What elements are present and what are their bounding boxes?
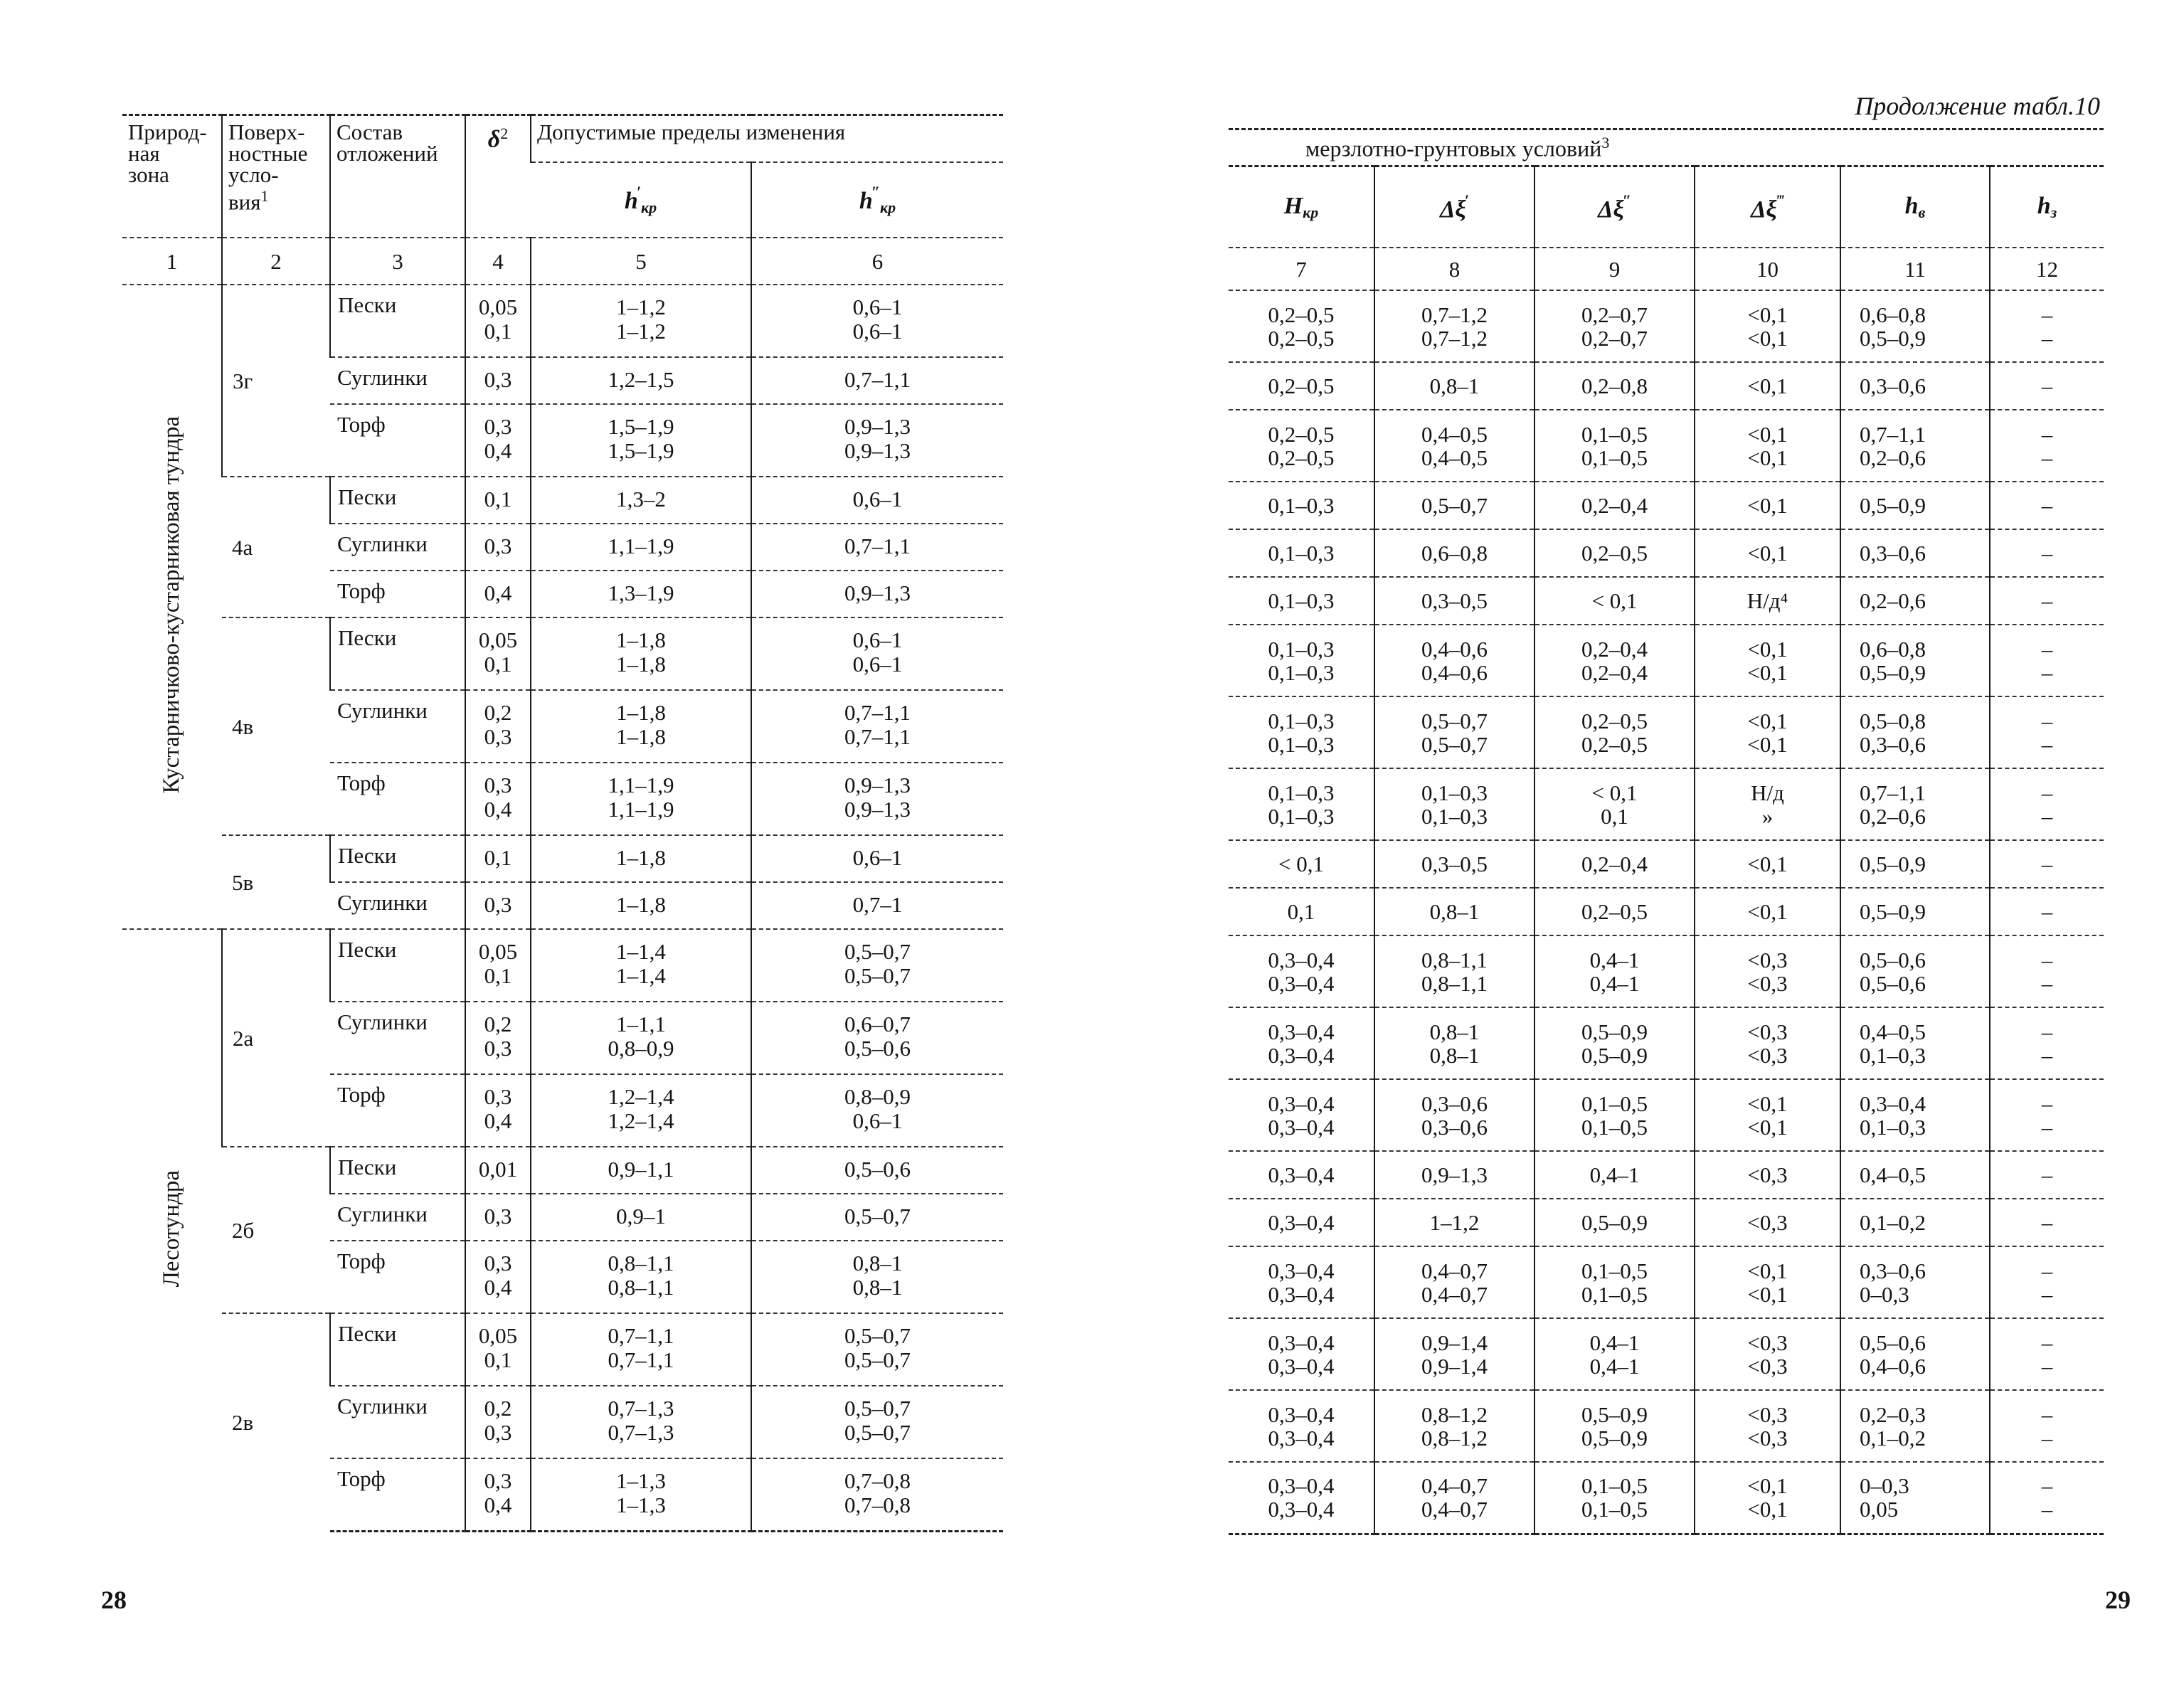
delta-xi-triple-prime-cell: Н/д⁴ [1695, 577, 1840, 625]
delta-cell: 0,2 0,3 [465, 690, 531, 763]
deposit-cell: Суглинки [330, 1002, 465, 1074]
h-z-cell: – [1990, 529, 2104, 577]
h-kr-cell: 0,1 [1229, 888, 1374, 935]
parameter-table-left [122, 114, 1003, 1532]
h-z-cell: – – [1990, 1246, 2104, 1318]
h-z-cell: – – [1990, 290, 2104, 362]
h-v-cell: 0,7–1,1 0,2–0,6 [1840, 768, 1990, 840]
delta-xi-double-prime-cell: 0,5–0,9 0,5–0,9 [1534, 1390, 1695, 1462]
h-z-cell: – – [1990, 1079, 2104, 1151]
delta-xi-double-prime-cell: 0,4–1 [1534, 1151, 1695, 1199]
h-v-cell: 0,5–0,9 [1840, 840, 1990, 888]
h-kr-double-prime-cell: 0,5–0,6 [751, 1147, 1003, 1194]
header-col-9: Δξ″ [1534, 166, 1695, 248]
h-v-cell: 0,6–0,8 0,5–0,9 [1840, 290, 1990, 362]
table-continuation-caption: Продолжение табл.10 [1855, 92, 2100, 120]
h-kr-cell: 0,2–0,5 0,2–0,5 [1229, 290, 1374, 362]
delta-cell: 0,05 0,1 [465, 285, 531, 357]
delta-xi-triple-prime-cell: <0,3 [1695, 1199, 1840, 1246]
h-kr-prime-cell: 1–1,8 1–1,8 [531, 690, 751, 763]
table-row [1229, 840, 2104, 888]
header-col-12: hз [1990, 166, 2104, 248]
delta-xi-double-prime-cell: 0,2–0,4 [1534, 482, 1695, 529]
h-v-cell: 0,1–0,2 [1840, 1199, 1990, 1246]
h-kr-cell: 0,3–0,4 0,3–0,4 [1229, 1318, 1374, 1390]
column-number: 10 [1695, 248, 1840, 290]
h-v-cell: 0,2–0,3 0,1–0,2 [1840, 1390, 1990, 1462]
h-v-cell: 0,4–0,5 0,1–0,3 [1840, 1007, 1990, 1079]
parameter-table-right [1229, 165, 2104, 1535]
header-delta: $\delta^2$ [465, 115, 531, 238]
h-v-cell: 0,3–0,6 [1840, 529, 1990, 577]
table-row [1229, 482, 2104, 529]
header-allowed-limits: Допустимые пределы изменения [531, 115, 1003, 163]
h-kr-prime-cell: 1–1,2 1–1,2 [531, 285, 751, 357]
delta-cell: 0,1 [465, 477, 531, 524]
column-number: 6 [751, 238, 1003, 285]
h-kr-double-prime-cell: 0,6–1 [751, 477, 1003, 524]
header-col-8: Δξ′ [1374, 166, 1534, 248]
h-v-cell: 0,3–0,6 0–0,3 [1840, 1246, 1990, 1318]
table-row [1229, 1079, 2104, 1151]
delta-cell: 0,4 [465, 571, 531, 617]
table-row [122, 285, 1003, 357]
h-kr-double-prime-cell: 0,6–0,7 0,5–0,6 [751, 1002, 1003, 1074]
h-kr-cell: 0,2–0,5 [1229, 362, 1374, 410]
delta-xi-double-prime-cell: 0,4–1 0,4–1 [1534, 1318, 1695, 1390]
h-kr-prime-cell: 0,9–1,1 [531, 1147, 751, 1194]
deposit-cell: Пески [330, 477, 465, 524]
table-row [1229, 1151, 2104, 1199]
deposit-cell: Торф [330, 1458, 465, 1531]
delta-xi-triple-prime-cell: <0,1 [1695, 362, 1840, 410]
h-kr-prime-cell: 1–1,8 [531, 835, 751, 882]
deposit-cell: Торф [330, 763, 465, 835]
h-kr-cell: 0,3–0,4 [1229, 1151, 1374, 1199]
surface-condition-cell: 2а [222, 929, 330, 1147]
h-kr-double-prime-cell: 0,7–1,1 [751, 524, 1003, 571]
h-z-cell: – – [1990, 935, 2104, 1007]
natural-zone-label: Кустарничково-кустарниковая тундра [159, 416, 184, 794]
delta-cell: 0,3 0,4 [465, 1458, 531, 1531]
h-kr-prime-cell: 1–1,1 0,8–0,9 [531, 1002, 751, 1074]
deposit-cell: Суглинки [330, 357, 465, 404]
h-kr-double-prime-cell: 0,8–0,9 0,6–1 [751, 1074, 1003, 1147]
delta-xi-prime-cell: 0,4–0,7 0,4–0,7 [1374, 1246, 1534, 1318]
h-kr-cell: 0,3–0,4 0,3–0,4 [1229, 1007, 1374, 1079]
h-z-cell: – [1990, 840, 2104, 888]
h-kr-prime-cell: 0,8–1,1 0,8–1,1 [531, 1241, 751, 1313]
delta-cell: 0,3 [465, 1194, 531, 1241]
h-kr-cell: 0,3–0,4 0,3–0,4 [1229, 1462, 1374, 1534]
h-v-cell: 0,7–1,1 0,2–0,6 [1840, 410, 1990, 482]
h-kr-double-prime-cell: 0,9–1,3 0,9–1,3 [751, 763, 1003, 835]
deposit-cell: Суглинки [330, 690, 465, 763]
table-row [122, 1313, 1003, 1386]
h-kr-double-prime-cell: 0,5–0,7 0,5–0,7 [751, 929, 1003, 1002]
h-kr-cell: 0,1–0,3 0,1–0,3 [1229, 696, 1374, 768]
h-kr-prime-cell: 0,7–1,3 0,7–1,3 [531, 1386, 751, 1458]
h-kr-cell: < 0,1 [1229, 840, 1374, 888]
natural-zone-cell [122, 285, 222, 929]
deposit-cell: Торф [330, 571, 465, 617]
delta-cell: 0,01 [465, 1147, 531, 1194]
h-v-cell: 0,5–0,8 0,3–0,6 [1840, 696, 1990, 768]
delta-xi-prime-cell: 0,8–1,1 0,8–1,1 [1374, 935, 1534, 1007]
h-z-cell: – [1990, 482, 2104, 529]
table-row [1229, 625, 2104, 696]
surface-condition-cell: 5в [222, 835, 330, 929]
table-row [1229, 935, 2104, 1007]
h-z-cell: – – [1990, 696, 2104, 768]
header-col-11: hв [1840, 166, 1990, 248]
delta-xi-prime-cell: 1–1,2 [1374, 1199, 1534, 1246]
h-kr-prime-cell: 1,3–1,9 [531, 571, 751, 617]
delta-xi-double-prime-cell: 0,1–0,5 0,1–0,5 [1534, 1462, 1695, 1534]
delta-xi-double-prime-cell: 0,5–0,9 [1534, 1199, 1695, 1246]
h-v-cell: 0,4–0,5 [1840, 1151, 1990, 1199]
h-kr-prime-cell: 1–1,3 1–1,3 [531, 1458, 751, 1531]
delta-xi-prime-cell: 0,8–1 [1374, 888, 1534, 935]
header-h-kr-prime: h′кр [531, 162, 751, 238]
h-kr-cell: 0,1–0,3 [1229, 482, 1374, 529]
header-natural-zone: Природ- ная зона [122, 115, 222, 238]
h-kr-double-prime-cell: 0,7–1 [751, 882, 1003, 929]
h-kr-cell: 0,1–0,3 [1229, 529, 1374, 577]
h-kr-cell: 0,1–0,3 0,1–0,3 [1229, 768, 1374, 840]
delta-xi-double-prime-cell: 0,2–0,4 0,2–0,4 [1534, 625, 1695, 696]
h-v-cell: 0,5–0,6 0,5–0,6 [1840, 935, 1990, 1007]
h-kr-prime-cell: 1–1,4 1–1,4 [531, 929, 751, 1002]
header-col-10: Δξ‴ [1695, 166, 1840, 248]
deposit-cell: Суглинки [330, 524, 465, 571]
delta-xi-triple-prime-cell: <0,3 <0,3 [1695, 1007, 1840, 1079]
column-number: 1 [122, 238, 222, 285]
h-kr-prime-cell: 1,5–1,9 1,5–1,9 [531, 404, 751, 477]
surface-condition-cell: 2в [222, 1313, 330, 1531]
delta-cell: 0,2 0,3 [465, 1386, 531, 1458]
column-number: 2 [222, 238, 330, 285]
delta-xi-prime-cell: 0,9–1,3 [1374, 1151, 1534, 1199]
table-row [122, 1147, 1003, 1194]
table-row [1229, 768, 2104, 840]
h-v-cell: 0,3–0,4 0,1–0,3 [1840, 1079, 1990, 1151]
table-row [122, 929, 1003, 1002]
header-h-kr-double-prime: h″кр [751, 162, 1003, 238]
h-z-cell: – – [1990, 768, 2104, 840]
deposit-cell: Суглинки [330, 1194, 465, 1241]
delta-cell: 0,3 [465, 524, 531, 571]
h-kr-cell: 0,3–0,4 0,3–0,4 [1229, 1246, 1374, 1318]
h-kr-double-prime-cell: 0,6–1 [751, 835, 1003, 882]
table-row [1229, 577, 2104, 625]
delta-xi-double-prime-cell: 0,4–1 0,4–1 [1534, 935, 1695, 1007]
header-col-7: Hкр [1229, 166, 1374, 248]
table-row [1229, 1462, 2104, 1534]
delta-xi-triple-prime-cell: <0,1 <0,1 [1695, 625, 1840, 696]
h-kr-prime-cell: 1–1,8 [531, 882, 751, 929]
h-kr-cell: 0,1–0,3 0,1–0,3 [1229, 625, 1374, 696]
delta-xi-double-prime-cell: 0,2–0,5 0,2–0,5 [1534, 696, 1695, 768]
h-kr-double-prime-cell: 0,8–1 0,8–1 [751, 1241, 1003, 1313]
h-z-cell: – – [1990, 625, 2104, 696]
delta-xi-prime-cell: 0,1–0,3 0,1–0,3 [1374, 768, 1534, 840]
delta-xi-triple-prime-cell: <0,1 [1695, 482, 1840, 529]
delta-xi-triple-prime-cell: <0,1 [1695, 840, 1840, 888]
page-number: 28 [101, 1586, 127, 1614]
header-surface-conditions: Поверх- ностные усло- вия$^1$ [222, 115, 330, 238]
h-v-cell: 0–0,3 0,05 [1840, 1462, 1990, 1534]
h-v-cell: 0,5–0,6 0,4–0,6 [1840, 1318, 1990, 1390]
h-kr-prime-cell: 0,7–1,1 0,7–1,1 [531, 1313, 751, 1386]
h-z-cell: – – [1990, 410, 2104, 482]
deposit-cell: Пески [330, 1313, 465, 1386]
natural-zone-cell [122, 929, 222, 1531]
delta-xi-prime-cell: 0,4–0,6 0,4–0,6 [1374, 625, 1534, 696]
table-row [1229, 1318, 2104, 1390]
h-v-cell: 0,5–0,9 [1840, 482, 1990, 529]
column-number: 8 [1374, 248, 1534, 290]
delta-xi-triple-prime-cell: <0,1 <0,1 [1695, 1079, 1840, 1151]
delta-xi-double-prime-cell: 0,2–0,8 [1534, 362, 1695, 410]
page-number: 29 [2105, 1586, 2131, 1614]
delta-xi-double-prime-cell: 0,2–0,7 0,2–0,7 [1534, 290, 1695, 362]
surface-condition-cell: 4а [222, 477, 330, 617]
delta-cell: 0,3 0,4 [465, 404, 531, 477]
header-deposit-composition: Состав отложений [330, 115, 465, 238]
natural-zone-label: Лесотундра [159, 1170, 184, 1288]
column-number: 4 [465, 238, 531, 285]
delta-xi-double-prime-cell: 0,2–0,5 [1534, 888, 1695, 935]
delta-xi-triple-prime-cell: <0,1 <0,1 [1695, 1462, 1840, 1534]
h-kr-cell: 0,3–0,4 0,3–0,4 [1229, 935, 1374, 1007]
delta-xi-triple-prime-cell: <0,1 <0,1 [1695, 410, 1840, 482]
deposit-cell: Пески [330, 835, 465, 882]
deposit-cell: Торф [330, 1074, 465, 1147]
h-kr-cell: 0,3–0,4 0,3–0,4 [1229, 1079, 1374, 1151]
h-z-cell: – [1990, 1199, 2104, 1246]
delta-xi-triple-prime-cell: <0,1 <0,1 [1695, 696, 1840, 768]
delta-xi-double-prime-cell: 0,5–0,9 0,5–0,9 [1534, 1007, 1695, 1079]
delta-xi-prime-cell: 0,5–0,7 0,5–0,7 [1374, 696, 1534, 768]
delta-xi-double-prime-cell: 0,1–0,5 0,1–0,5 [1534, 410, 1695, 482]
table-row [1229, 1246, 2104, 1318]
h-kr-double-prime-cell: 0,5–0,7 [751, 1194, 1003, 1241]
h-kr-double-prime-cell: 0,5–0,7 0,5–0,7 [751, 1386, 1003, 1458]
surface-condition-cell: 4в [222, 617, 330, 835]
delta-xi-double-prime-cell: 0,2–0,5 [1534, 529, 1695, 577]
deposit-cell: Пески [330, 617, 465, 690]
delta-cell: 0,3 [465, 357, 531, 404]
h-kr-double-prime-cell: 0,6–1 0,6–1 [751, 285, 1003, 357]
h-kr-double-prime-cell: 0,9–1,3 0,9–1,3 [751, 404, 1003, 477]
h-kr-double-prime-cell: 0,7–1,1 [751, 357, 1003, 404]
delta-xi-triple-prime-cell: <0,3 <0,3 [1695, 935, 1840, 1007]
delta-xi-triple-prime-cell: <0,3 <0,3 [1695, 1318, 1840, 1390]
delta-cell: 0,3 [465, 882, 531, 929]
table-row [122, 835, 1003, 882]
deposit-cell: Суглинки [330, 882, 465, 929]
h-kr-double-prime-cell: 0,9–1,3 [751, 571, 1003, 617]
column-number: 11 [1840, 248, 1990, 290]
delta-xi-prime-cell: 0,5–0,7 [1374, 482, 1534, 529]
h-v-cell: 0,2–0,6 [1840, 577, 1990, 625]
h-kr-prime-cell: 1,2–1,4 1,2–1,4 [531, 1074, 751, 1147]
delta-cell: 0,05 0,1 [465, 617, 531, 690]
table-row [1229, 410, 2104, 482]
delta-xi-triple-prime-cell: <0,3 <0,3 [1695, 1390, 1840, 1462]
delta-xi-prime-cell: 0,4–0,5 0,4–0,5 [1374, 410, 1534, 482]
h-z-cell: – [1990, 888, 2104, 935]
h-kr-prime-cell: 1,1–1,9 [531, 524, 751, 571]
table-subheading: мерзлотно-грунтовых условий$^3$ [1305, 134, 1610, 161]
column-number-row [1229, 248, 2104, 290]
surface-condition-cell: 3г [222, 285, 330, 477]
h-z-cell: – [1990, 362, 2104, 410]
column-number: 5 [531, 238, 751, 285]
h-z-cell: – – [1990, 1318, 2104, 1390]
delta-cell: 0,3 0,4 [465, 763, 531, 835]
table-row [122, 617, 1003, 690]
table-row [1229, 888, 2104, 935]
column-number: 3 [330, 238, 465, 285]
delta-xi-triple-prime-cell: <0,3 [1695, 1151, 1840, 1199]
delta-xi-prime-cell: 0,3–0,5 [1374, 577, 1534, 625]
h-kr-prime-cell: 1,3–2 [531, 477, 751, 524]
h-z-cell: – – [1990, 1390, 2104, 1462]
delta-cell: 0,3 0,4 [465, 1241, 531, 1313]
delta-xi-prime-cell: 0,7–1,2 0,7–1,2 [1374, 290, 1534, 362]
table-row [1229, 290, 2104, 362]
h-z-cell: – – [1990, 1462, 2104, 1534]
h-kr-double-prime-cell: 0,6–1 0,6–1 [751, 617, 1003, 690]
delta-xi-double-prime-cell: < 0,1 [1534, 577, 1695, 625]
table-row [1229, 1007, 2104, 1079]
h-kr-double-prime-cell: 0,7–1,1 0,7–1,1 [751, 690, 1003, 763]
h-kr-cell: 0,3–0,4 0,3–0,4 [1229, 1390, 1374, 1462]
deposit-cell: Торф [330, 404, 465, 477]
h-v-cell: 0,6–0,8 0,5–0,9 [1840, 625, 1990, 696]
delta-xi-triple-prime-cell: <0,1 [1695, 888, 1840, 935]
delta-xi-triple-prime-cell: Н/д » [1695, 768, 1840, 840]
delta-xi-prime-cell: 0,8–1 0,8–1 [1374, 1007, 1534, 1079]
delta-xi-double-prime-cell: < 0,1 0,1 [1534, 768, 1695, 840]
delta-xi-double-prime-cell: 0,1–0,5 0,1–0,5 [1534, 1079, 1695, 1151]
delta-xi-prime-cell: 0,3–0,6 0,3–0,6 [1374, 1079, 1534, 1151]
h-kr-cell: 0,1–0,3 [1229, 577, 1374, 625]
column-number: 12 [1990, 248, 2104, 290]
h-kr-prime-cell: 1,2–1,5 [531, 357, 751, 404]
h-v-cell: 0,3–0,6 [1840, 362, 1990, 410]
surface-condition-cell: 2б [222, 1147, 330, 1313]
delta-xi-triple-prime-cell: <0,1 [1695, 529, 1840, 577]
table-row [1229, 696, 2104, 768]
delta-xi-double-prime-cell: 0,1–0,5 0,1–0,5 [1534, 1246, 1695, 1318]
delta-xi-prime-cell: 0,4–0,7 0,4–0,7 [1374, 1462, 1534, 1534]
column-number-row [122, 238, 1003, 285]
h-kr-double-prime-cell: 0,7–0,8 0,7–0,8 [751, 1458, 1003, 1531]
table-row [1229, 1390, 2104, 1462]
h-kr-prime-cell: 1,1–1,9 1,1–1,9 [531, 763, 751, 835]
column-number: 9 [1534, 248, 1695, 290]
column-number: 7 [1229, 248, 1374, 290]
delta-cell: 0,05 0,1 [465, 1313, 531, 1386]
delta-cell: 0,3 0,4 [465, 1074, 531, 1147]
delta-xi-prime-cell: 0,9–1,4 0,9–1,4 [1374, 1318, 1534, 1390]
delta-cell: 0,1 [465, 835, 531, 882]
top-rule [1229, 128, 2104, 130]
table-row [1229, 1199, 2104, 1246]
h-v-cell: 0,5–0,9 [1840, 888, 1990, 935]
h-kr-cell: 0,2–0,5 0,2–0,5 [1229, 410, 1374, 482]
table-row [1229, 362, 2104, 410]
delta-xi-triple-prime-cell: <0,1 <0,1 [1695, 290, 1840, 362]
deposit-cell: Торф [330, 1241, 465, 1313]
delta-cell: 0,05 0,1 [465, 929, 531, 1002]
table-row [122, 477, 1003, 524]
delta-xi-prime-cell: 0,8–1 [1374, 362, 1534, 410]
delta-cell: 0,2 0,3 [465, 1002, 531, 1074]
deposit-cell: Суглинки [330, 1386, 465, 1458]
delta-xi-prime-cell: 0,3–0,5 [1374, 840, 1534, 888]
deposit-cell: Пески [330, 285, 465, 357]
h-z-cell: – [1990, 1151, 2104, 1199]
h-kr-prime-cell: 1–1,8 1–1,8 [531, 617, 751, 690]
delta-xi-double-prime-cell: 0,2–0,4 [1534, 840, 1695, 888]
delta-xi-triple-prime-cell: <0,1 <0,1 [1695, 1246, 1840, 1318]
deposit-cell: Пески [330, 929, 465, 1002]
deposit-cell: Пески [330, 1147, 465, 1194]
table-row [1229, 529, 2104, 577]
delta-xi-prime-cell: 0,6–0,8 [1374, 529, 1534, 577]
delta-xi-prime-cell: 0,8–1,2 0,8–1,2 [1374, 1390, 1534, 1462]
h-kr-prime-cell: 0,9–1 [531, 1194, 751, 1241]
h-kr-double-prime-cell: 0,5–0,7 0,5–0,7 [751, 1313, 1003, 1386]
h-kr-cell: 0,3–0,4 [1229, 1199, 1374, 1246]
h-z-cell: – [1990, 577, 2104, 625]
h-z-cell: – – [1990, 1007, 2104, 1079]
